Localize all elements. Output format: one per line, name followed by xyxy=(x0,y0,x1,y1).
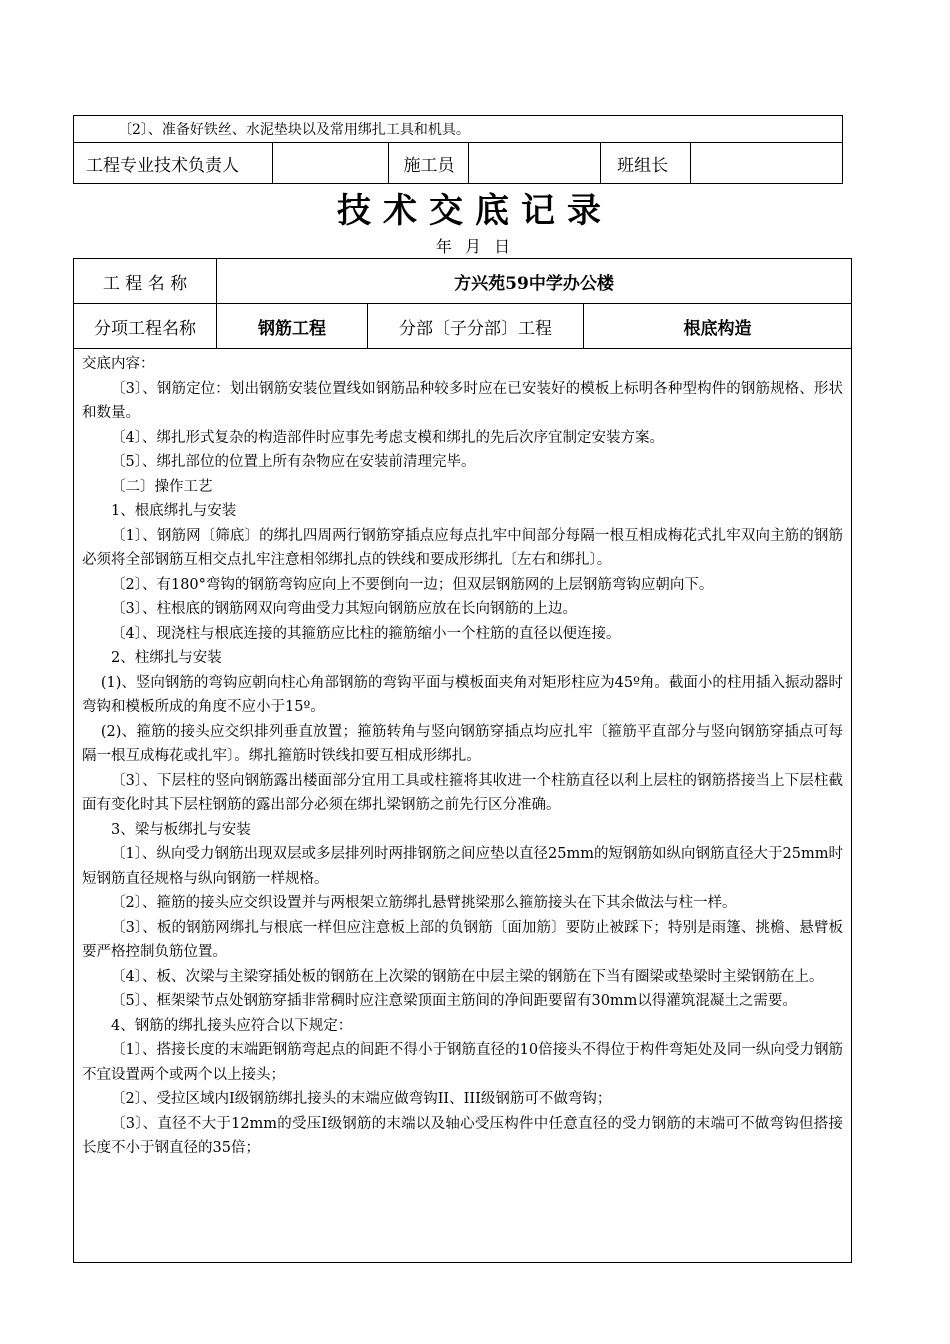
content-paragraph: 〔2〕、有180°弯钩的钢筋弯钩应向上不要倒向一边；但双层钢筋网的上层钢筋弯钩应朝向下。 xyxy=(111,576,714,593)
content-paragraph: 〔1〕、纵向受力钢筋出现双层或多层排列时两排钢筋之间应垫以直径25mm的短钢筋如纵向钢筋直径大于25mm时短钢筋直径规格与纵向钢筋一样规格。 xyxy=(82,846,843,887)
content-paragraph: 〔1〕、搭接长度的末端距钢筋弯起点的间距不得小于钢筋直径的10倍接头不得位于构件弯矩处及同一纵向受力钢筋不宜设置两个或两个以上接头； xyxy=(82,1042,843,1083)
section-heading: 3、梁与板绑扎与安装 xyxy=(111,821,251,838)
content-paragraph: 〔5〕、绑扎部位的位置上所有杂物应在安装前清理完毕。 xyxy=(111,454,476,470)
project-name: 方兴苑59中学办公楼 xyxy=(217,259,852,304)
tech-lead-signature-cell[interactable] xyxy=(272,143,389,184)
division-label: 分部〔子分部〕工程 xyxy=(368,304,584,349)
content-paragraph: 〔5〕、框架梁节点处钢筋穿插非常稠时应注意梁顶面主筋间的净间距要留有30mm以得灌筑混凝土之需要。 xyxy=(111,993,797,1009)
content-paragraph: 〔3〕、钢筋定位：划出钢筋安装位置线如钢筋品种较多时应在已安装好的模板上标明各种型构件的钢筋规格、形状和数量。 xyxy=(82,380,843,421)
disclosure-content xyxy=(74,349,852,1263)
section-heading: 2、柱绑扎与安装 xyxy=(111,650,222,666)
date-line: 年 月 日 xyxy=(435,237,515,256)
section-heading: 〔二〕操作工艺 xyxy=(111,478,213,495)
document-title: 技术交底记录 xyxy=(337,191,613,231)
division-value: 根底构造 xyxy=(584,304,852,349)
sub-item-label: 分项工程名称 xyxy=(74,304,217,349)
content-paragraph: 〔3〕、柱根底的钢筋网双向弯曲受力其短向钢筋应放在长向钢筋的上边。 xyxy=(111,601,577,617)
content-paragraph: 〔1〕、钢筋网〔筛底〕的绑扎四周两行钢筋穿插点应每点扎牢中间部分每隔一根互相成梅花式扎牢双向主筋的钢筋必须将全部钢筋互相交点扎牢注意相邻绑扎点的铁线和要成形绑扎〔左右和绑扎〕。 xyxy=(82,527,843,568)
content-paragraph: (1)、竖向钢筋的弯钩应朝向柱心角部钢筋的弯钩平面与模板面夹角对矩形柱应为45º角。截面小的柱用插入振动器时弯钩和模板所成的角度不应小于15º。 xyxy=(82,674,843,715)
content-paragraph: 〔3〕、下层柱的竖向钢筋露出楼面部分宜用工具或柱箍将其收进一个柱筋直径以利上层柱的钢筋搭接当上下层柱截面有变化时其下层柱钢筋的露出部分必须在绑扎梁钢筋之前先行区分准确。 xyxy=(82,772,843,813)
project-name-label: 工 程 名 称 xyxy=(74,259,217,304)
tech-lead-label: 工程专业技术负责人 xyxy=(74,143,273,184)
section-heading: 1、根底绑扎与安装 xyxy=(111,503,237,519)
section-heading: 4、钢筋的绑扎接头应符合以下规定： xyxy=(111,1017,353,1034)
content-paragraph: 〔4〕、绑扎形式复杂的构造部件时应事先考虑支模和绑扎的先后次序宜制定安装方案。 xyxy=(111,429,664,446)
constructor-label: 施工员 xyxy=(389,143,469,184)
prior-note: 〔2〕、准备好铁丝、水泥垫块以及常用绑扎工具和机具。 xyxy=(74,116,843,143)
signature-table xyxy=(73,115,843,184)
sub-item-value: 钢筋工程 xyxy=(217,304,368,349)
content-paragraph: 〔2〕、箍筋的接头应交织设置并与两根架立筋绑扎悬臂挑梁那么箍筋接头在下其余做法与柱一样。 xyxy=(111,895,737,911)
content-paragraph: 〔4〕、板、次梁与主梁穿插处板的钢筋在上次梁的钢筋在中层主梁的钢筋在下当有圈梁或垫梁时主梁钢筋在上。 xyxy=(111,968,824,985)
content-paragraph: 〔2〕、受拉区域内I级钢筋绑扎接头的末端应做弯钩II、III级钢筋可不做弯钩； xyxy=(111,1091,612,1107)
team-leader-label: 班组长 xyxy=(601,143,691,184)
content-heading: 交底内容： xyxy=(82,356,155,372)
disclosure-table xyxy=(73,258,852,1263)
content-paragraph: 〔4〕、现浇柱与根底连接的其箍筋应比柱的箍筋缩小一个柱筋的直径以便连接。 xyxy=(111,625,621,642)
content-paragraph: 〔3〕、直径不大于12mm的受压I级钢筋的末端以及轴心受压构件中任意直径的受力钢筋的末端可不做弯钩但搭接长度不小于钢直径的35倍； xyxy=(82,1115,843,1156)
content-paragraph: (2)、箍筋的接头应交织排列垂直放置；箍筋转角与竖向钢筋穿插点均应扎牢〔箍筋平直部分与竖向钢筋穿插点可每隔一根互成梅花或扎牢〕。绑扎箍筋时铁线扣要互相成形绑扎。 xyxy=(82,723,843,764)
constructor-signature-cell[interactable] xyxy=(469,143,601,184)
content-paragraph: 〔3〕、板的钢筋网绑扎与根底一样但应注意板上部的负钢筋〔面加筋〕要防止被踩下；特别是雨篷、挑檐、悬臂板要严格控制负筋位置。 xyxy=(82,919,843,960)
team-leader-signature-cell[interactable] xyxy=(690,143,842,184)
